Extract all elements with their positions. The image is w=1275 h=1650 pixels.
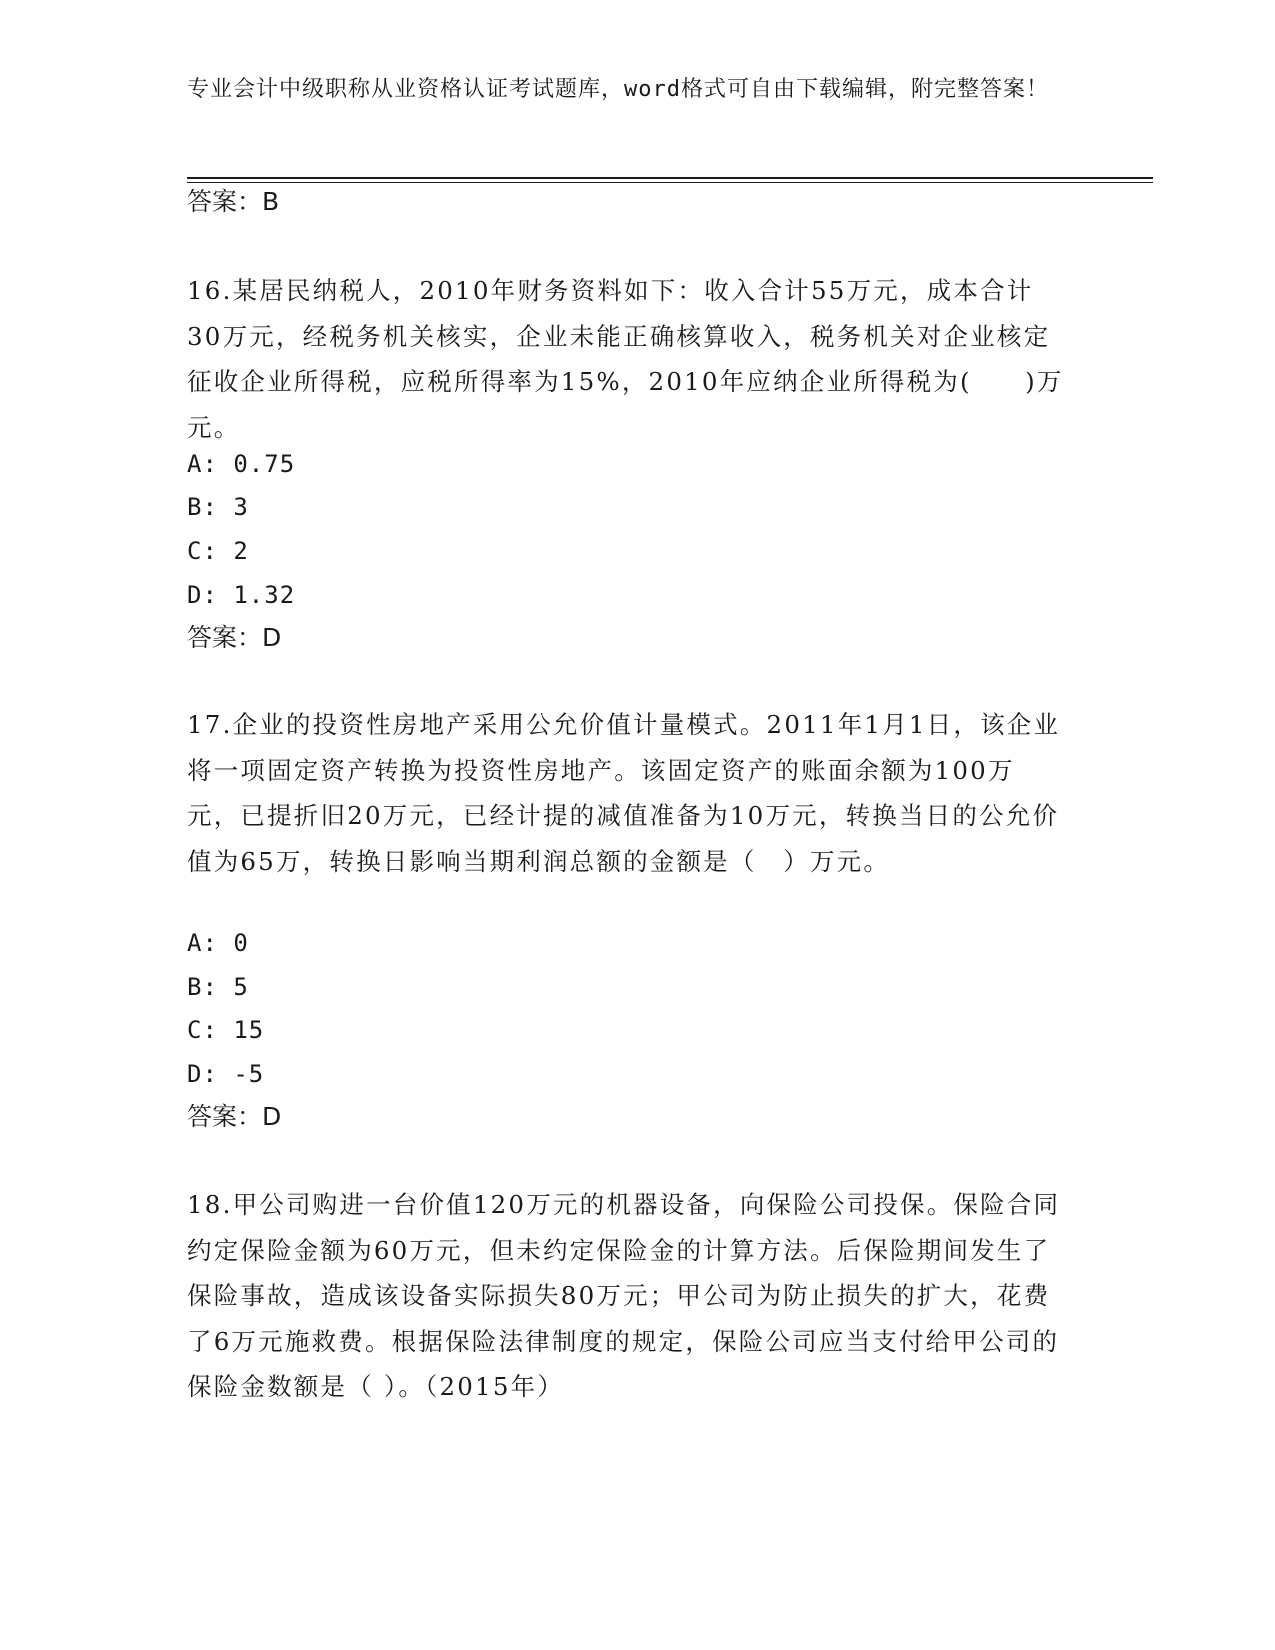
question-17-option-d: D: -5 [187, 1060, 265, 1088]
question-17-text: 17.企业的投资性房地产采用公允价值计量模式。2011年1月1日，该企业将一项固定资产转换为投资性房地产。该固定资产的账面余额为100万元，已提折旧20万元，已经计提的减值准备为10万元，转换当日的公允价值为65万，转换日影响当期利润总额的金额是（ ）万元。 [187, 710, 1061, 876]
header-rule-thick [187, 177, 1153, 179]
question-16-option-b: B: 3 [187, 493, 249, 521]
page-header: 专业会计中级职称从业资格认证考试题库，word格式可自由下载编辑，附完整答案！ [187, 77, 1049, 102]
question-16-text: 16.某居民纳税人，2010年财务资料如下：收入合计55万元，成本合计30万元，经税务机关核实，企业未能正确核算收入，税务机关对企业核定征收企业所得税，应税所得率为15%，2010年应纳企业所得税为( )万元。 [187, 276, 1064, 442]
question-17-option-c: C: 15 [187, 1016, 265, 1044]
question-16-option-a: A: 0.75 [187, 450, 296, 478]
question-16-option-d: D: 1.32 [187, 581, 296, 609]
question-16-option-c: C: 2 [187, 537, 249, 565]
header-rule-thin [187, 182, 1153, 183]
question-17-answer: 答案：D [187, 1102, 282, 1131]
answer-prev: 答案：B [187, 187, 280, 216]
question-16-answer: 答案：D [187, 623, 282, 652]
question-17-option-b: B: 5 [187, 973, 249, 1001]
question-17-option-a: A: 0 [187, 929, 249, 957]
question-18-text: 18.甲公司购进一台价值120万元的机器设备，向保险公司投保。保险合同约定保险金额为60万元，但未约定保险金的计算方法。后保险期间发生了保险事故，造成该设备实际损失80万元；甲公司为防止损失的扩大，花费了6万元施救费。根据保险法律制度的规定，保险公司应当支付给甲公司的保险金数额是（ ）。（2015年） [187, 1190, 1061, 1401]
